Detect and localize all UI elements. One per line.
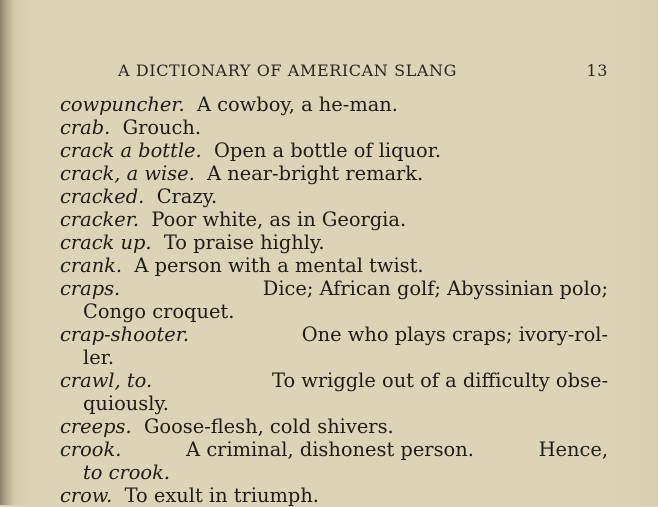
dictionary-entry — [60, 185, 608, 208]
entry-term: crack up. — [60, 231, 152, 254]
dictionary-entry — [60, 116, 608, 139]
entry-definition: A person with a mental twist. — [134, 254, 424, 277]
running-header — [118, 61, 608, 83]
entry-definition: Dice; African golf; Abyssinian polo; — [262, 277, 608, 300]
entry-term: cracked. — [60, 185, 145, 208]
entry-definition: To exult in triumph. — [124, 484, 319, 507]
page-number: 13 — [586, 61, 608, 80]
entry-definition-continued: Congo croquet. — [83, 300, 235, 323]
entry-cross-reference: to crook. — [83, 461, 171, 484]
dictionary-entries — [60, 93, 608, 507]
entry-definition: Grouch. — [122, 116, 202, 139]
entry-term: crap-shooter. — [60, 323, 190, 346]
entry-term: crack, a wise. — [60, 162, 195, 185]
dictionary-entry — [60, 369, 608, 415]
dictionary-entry — [60, 415, 608, 438]
entry-definition: One who plays craps; ivory-rol- — [301, 323, 608, 346]
entry-definition: To wriggle out of a difficulty obse- — [272, 369, 608, 392]
dictionary-entry — [60, 231, 608, 254]
entry-definition: Open a bottle of liquor. — [214, 139, 441, 162]
entry-definition: To praise highly. — [163, 231, 325, 254]
entry-term: creeps. — [60, 415, 132, 438]
entry-definition: Crazy. — [156, 185, 218, 208]
dictionary-entry — [60, 277, 608, 323]
running-title: A DICTIONARY OF AMERICAN SLANG — [118, 61, 457, 80]
entry-term: cowpuncher. — [60, 93, 185, 116]
dictionary-entry — [60, 139, 608, 162]
entry-term: crank. — [60, 254, 123, 277]
entry-term: craps. — [60, 277, 121, 300]
entry-definition: A near-bright remark. — [207, 162, 424, 185]
dictionary-entry — [60, 93, 608, 116]
dictionary-entry — [60, 162, 608, 185]
entry-definition: Poor white, as in Georgia. — [151, 208, 407, 231]
entry-term: crow. — [60, 484, 113, 507]
dictionary-entry — [60, 254, 608, 277]
dictionary-entry — [60, 438, 608, 484]
entry-term: crook. — [60, 438, 122, 461]
entry-definition: A criminal, dishonest person. — [186, 438, 474, 461]
entry-definition: Goose-flesh, cold shivers. — [143, 415, 394, 438]
dictionary-entry — [60, 484, 608, 507]
dictionary-entry — [60, 323, 608, 369]
entry-definition: A cowboy, a he-man. — [196, 93, 398, 116]
entry-term: crawl, to. — [60, 369, 153, 392]
entry-term: crab. — [60, 116, 111, 139]
entry-definition-continued — [60, 461, 608, 484]
entry-definition-continued: ler. — [83, 346, 114, 369]
dictionary-entry — [60, 208, 608, 231]
entry-definition-hence: Hence, — [538, 438, 608, 461]
entry-term: crack a bottle. — [60, 139, 202, 162]
entry-definition-continued: quiously. — [83, 392, 169, 415]
entry-term: cracker. — [60, 208, 140, 231]
